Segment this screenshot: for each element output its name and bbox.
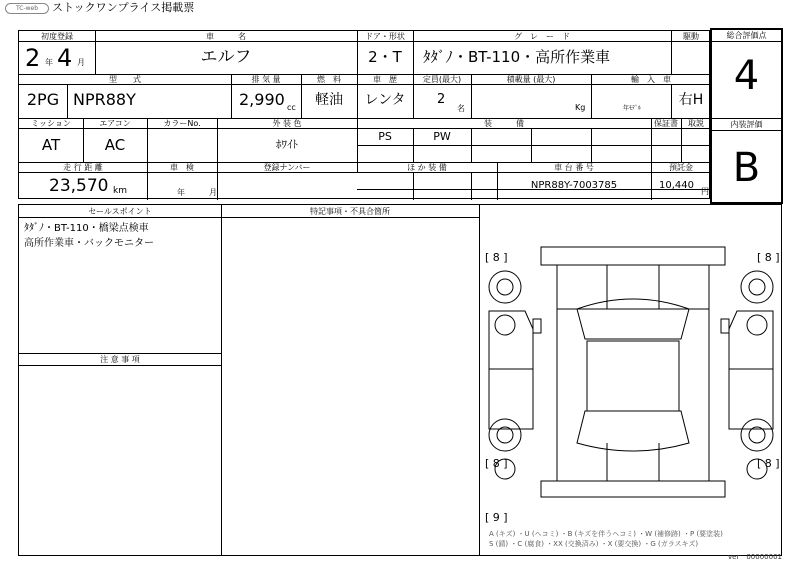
equip-ps: PS: [378, 130, 392, 143]
first-reg-year: 2: [25, 44, 41, 72]
legend-line-2: S (錆) ・C (腐食) ・XX (交換済み) ・X (要交換) ・G (ガラスキズ): [489, 540, 699, 548]
tc-web-logo: TC-web: [5, 3, 49, 14]
legend-line-1: A (キズ) ・U (ヘコミ) ・B (キズを伴うヘコミ) ・W (補修跡) ・P (要塗装): [489, 530, 723, 538]
mileage-unit: km: [113, 186, 127, 196]
overall-rating-label: 総合評価点: [712, 30, 781, 42]
page-title: ストックワンプライス掲載票: [52, 1, 195, 14]
sales-point-line-1: ﾀﾀﾞﾉ・BT-110・橋梁点検車: [24, 223, 149, 234]
damage-count-bottom-right: [ 8 ]: [757, 457, 780, 470]
mileage-label: 走 行 距 離: [63, 163, 103, 172]
fuel-label: 燃 料: [317, 75, 341, 84]
special-notes-label: 特記事項・不具合箇所: [310, 207, 390, 216]
fuel: 軽油: [315, 92, 343, 108]
chassis-number: NPR88Y-7003785: [530, 180, 618, 191]
inspection-month-unit: 月: [209, 188, 217, 197]
chassis-label: 車 台 番 号: [554, 163, 594, 172]
import-label: 輸 入 車: [631, 75, 671, 84]
history: レンタ: [364, 92, 406, 108]
overall-rating: 4: [733, 53, 760, 99]
history-label: 車 歴: [373, 75, 397, 84]
damage-count-top-left: [ 8 ]: [485, 251, 508, 264]
load-label: 積載量 (最大): [506, 75, 556, 84]
displacement: 2,990: [239, 90, 285, 109]
capacity-unit: 名: [457, 104, 465, 113]
grade: ﾀﾀﾞﾉ・BT-110・高所作業車: [423, 48, 611, 66]
price-label: 預託金: [669, 163, 693, 172]
capacity: 2: [437, 92, 446, 107]
color-no-label: カラーNo.: [163, 119, 201, 128]
damage-count-bottom-left: [ 8 ]: [485, 457, 508, 470]
manual-label: 取説: [688, 119, 704, 128]
door-label: ドア・形状: [365, 32, 405, 41]
grade-label: グ レ ー ド: [514, 32, 570, 41]
price-unit: 円: [701, 187, 709, 196]
model: NPR88Y: [73, 90, 136, 109]
door-shape: 2・T: [368, 48, 402, 66]
displacement-unit: cc: [287, 103, 296, 112]
notes-label: 注 意 事 項: [100, 355, 140, 364]
interior-rating-label: 内装評価: [712, 118, 781, 131]
equip-pw: PW: [433, 130, 451, 143]
capacity-label: 定員(最大): [422, 75, 462, 84]
front-bumper-shape: [541, 247, 725, 265]
drive-label: 駆動: [683, 32, 699, 41]
displacement-label: 排 気 量: [251, 75, 281, 84]
other-equip-label: ほ か 装 備: [407, 163, 447, 172]
version-footer: ver 00000001: [728, 553, 782, 561]
plate-label: 登録ナンバー: [263, 163, 311, 172]
spec-table: [18, 30, 710, 199]
rear-bumper-shape: [541, 481, 725, 497]
first-reg-label: 初度登録: [41, 32, 73, 41]
warranty-label: 保証書: [654, 119, 678, 128]
inspection-year-unit: 年: [177, 188, 185, 197]
lower-section: [18, 204, 782, 556]
aircon: AC: [104, 136, 126, 154]
sales-points-label: セールスポイント: [88, 207, 152, 216]
vehicle-damage-diagram: [481, 219, 781, 519]
inspection-label: 車 検: [170, 163, 194, 172]
steering: 右H: [678, 92, 704, 108]
equipment-label: 装 備: [484, 119, 524, 128]
sales-point-line-2: 高所作業車・バックモニター: [24, 238, 154, 249]
interior-rating: B: [732, 145, 761, 191]
model-label: 型 式: [109, 75, 141, 84]
car-name-label: 車 名: [206, 32, 246, 41]
color-label: 外 装 色: [272, 119, 302, 128]
mission: AT: [41, 136, 61, 154]
model-prefix: 2PG: [26, 90, 60, 109]
exterior-color: ﾎﾜｲﾄ: [276, 138, 298, 151]
import-year-unit: 年ﾓﾃﾞﾙ: [623, 105, 642, 112]
damage-count-bottom: [ 9 ]: [485, 511, 508, 524]
first-reg-month: 4: [57, 44, 73, 72]
mileage: 23,570: [49, 176, 109, 196]
deposit-price: 10,440: [659, 180, 694, 191]
month-unit: 月: [77, 58, 85, 67]
year-unit: 年: [45, 58, 53, 67]
load-unit: Kg: [575, 103, 586, 112]
damage-count-top-right: [ 8 ]: [757, 251, 780, 264]
mission-label: ミッション: [31, 119, 71, 128]
aircon-label: エアコン: [99, 119, 131, 128]
rating-box: [710, 28, 783, 204]
car-name: エルフ: [200, 47, 252, 67]
